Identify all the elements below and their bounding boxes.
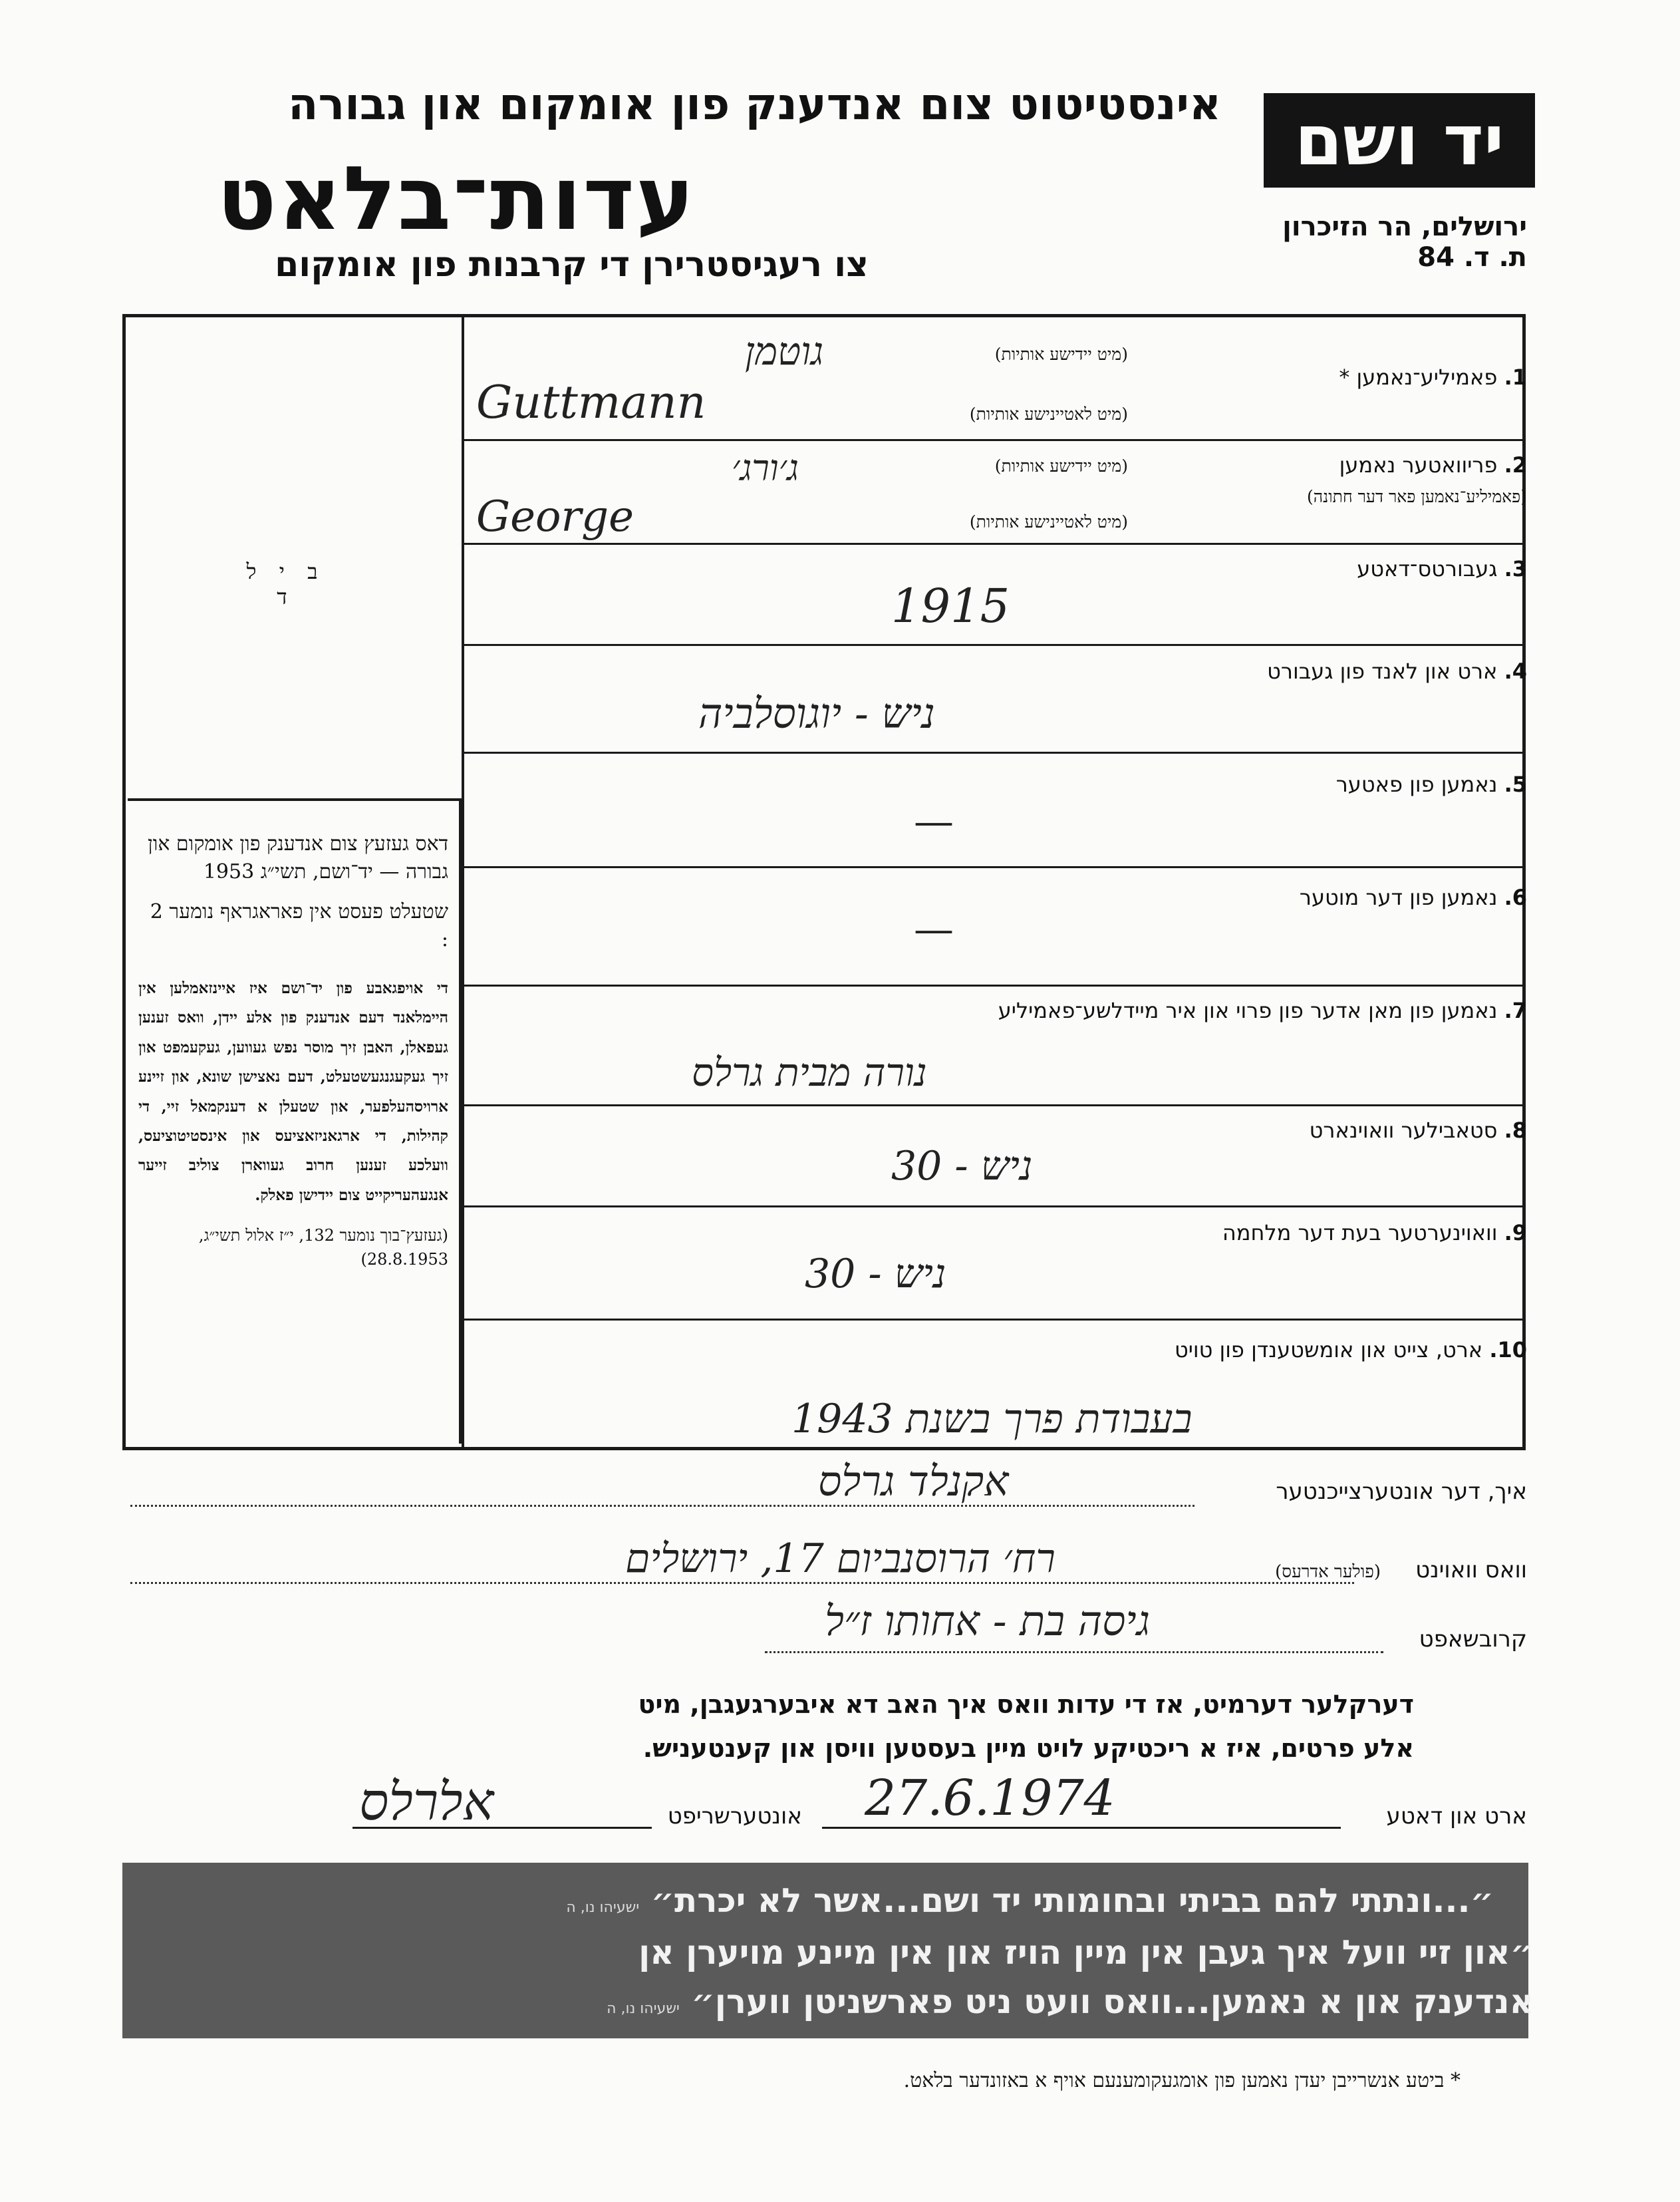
signature-label: אונטערשריפט xyxy=(667,1803,802,1829)
banner-line-1 xyxy=(566,1881,1494,1920)
relation-line xyxy=(765,1651,1383,1653)
field-4-label xyxy=(1267,659,1527,684)
field-4-divider xyxy=(462,752,1526,754)
logo-text: יד ושם xyxy=(1294,100,1504,181)
banner-line-1-text: ״...ונתתי להם בביתי ובחומותי יד ושם...אשר לא יכרת״ xyxy=(650,1881,1494,1920)
field-1-divider xyxy=(462,439,1526,441)
field-2-divider xyxy=(462,543,1526,545)
field-4-text: ארט און לאנד פון געבורט xyxy=(1267,659,1498,684)
field-10-text: ארט, צייט און אומשטענדן פון טויט xyxy=(1174,1337,1483,1362)
date-line xyxy=(822,1827,1341,1829)
law-paragraph-4: (געזעץ־בוך נומער 132, י״ז אלול תשי״ג, 28.8.1953) xyxy=(198,1226,448,1269)
field-5-value: — xyxy=(914,798,954,845)
field-10-number: 10. xyxy=(1489,1337,1527,1362)
informant-address-value: רח׳ הרוסנביום 17, ירושלים xyxy=(625,1535,1055,1582)
field-3-text: געבורטס־דאטע xyxy=(1357,556,1498,581)
relation-value: גיסה בת - אחותו ז״ל xyxy=(825,1597,1151,1645)
footnote: * ביטע אנשרייבן יעדן נאמען פון אומגעקומענעם אויף א באזונדער בלאט. xyxy=(903,2069,1461,2092)
field-8-divider xyxy=(462,1205,1526,1207)
law-paragraph-3: די אויפגאבע פון יד־ושם איז איינזאמלען אין היימלאנד דעם אנדענק פון אלע יידן, וואס זענען געפאלן, האבן זיך מוסר נפש געווען, געקעמפט און זיך געקעגנגעשטעלט, דעם נאצישן שונא, און זיינע ארויסהעלפער, און שטעלן א דענקמאל זיי, די קהילות, די ארגאניזאציעס און אינסטיטוציעס, וועלכע זענען חרוב געווארן צוליב זייער אנגעהעריקייט צום יידישן פאלק. xyxy=(138,979,448,1204)
field-9-divider xyxy=(462,1319,1526,1321)
field-3-label xyxy=(1357,556,1527,581)
field-1-text: פאמיליע־נאמען * xyxy=(1339,365,1498,390)
relation-label: קרובשאפט xyxy=(1419,1626,1527,1652)
address-block xyxy=(1208,212,1527,273)
field-2-text: פריוואטער נאמען xyxy=(1339,452,1498,478)
field-6-number: 6. xyxy=(1504,885,1527,910)
field-6-text: נאמען פון דער מוטער xyxy=(1299,885,1498,910)
law-paragraph-1: דאס געזעץ צום אנדענק פון אומקום און גבורה — יד־ושם, תשי״ג 1953 xyxy=(148,832,448,883)
field-6-divider xyxy=(462,985,1526,987)
column-divider xyxy=(462,314,464,1450)
banner-line-3-text: אנדענק און א נאמען...וואס וועט ניט פארשניטן ווערן״ xyxy=(691,1982,1534,2021)
photo-area-label: ב י ל ד xyxy=(246,559,326,609)
field-1-number: 1. xyxy=(1504,365,1527,390)
informant-name-line xyxy=(130,1505,1194,1507)
field-8-number: 8. xyxy=(1504,1118,1527,1143)
banner-line-1-source: ישעיהו נו, ה xyxy=(566,1899,640,1916)
declaration-line-1: דערקלער דערמיט, אז די עדות וואס איך האב דא איבערגעגבן, מיט xyxy=(638,1690,1414,1719)
field-5-divider xyxy=(462,866,1526,868)
page-title: עדות־בלאט xyxy=(217,148,696,250)
banner-line-3-source: ישעיהו נו, ה xyxy=(607,2000,680,2017)
field-8-label xyxy=(1310,1118,1527,1143)
field-8-text: סטאבילער וואוינארט xyxy=(1309,1118,1498,1143)
date-value: 27.6.1974 xyxy=(865,1770,1115,1827)
informant-address-label: וואס וואוינט xyxy=(1415,1557,1527,1583)
field-10-label xyxy=(1175,1337,1527,1362)
address-line-1: ירושלים, הר הזיכרון xyxy=(1282,212,1527,242)
field-5-number: 5. xyxy=(1504,772,1527,797)
field-4-value: ניש - יוגוסלביה xyxy=(698,689,935,738)
field-1-sub-yiddish: (מיט יידישע אותיות) xyxy=(994,345,1128,364)
yad-vashem-logo xyxy=(1264,93,1535,188)
field-5-label xyxy=(1336,772,1527,797)
field-9-number: 9. xyxy=(1504,1220,1527,1245)
field-9-text: וואוינערטער בעת דער מלחמה xyxy=(1222,1220,1498,1245)
field-1-label xyxy=(1339,365,1527,390)
field-1-value-latin: Guttmann xyxy=(476,377,706,429)
banner-line-3 xyxy=(607,1982,1534,2021)
informant-address-note: (פולער אדרעס) xyxy=(1275,1562,1381,1582)
field-7-divider xyxy=(462,1104,1526,1106)
field-2-note: (פאמיליע־נאמען פאר דער חתונה) xyxy=(1306,487,1527,506)
field-8-value: ניש - 30 xyxy=(891,1143,1033,1189)
field-1-value-yiddish: גוטמן xyxy=(745,329,824,374)
field-7-number: 7. xyxy=(1504,998,1527,1023)
field-7-value: נורה מבית גרלס xyxy=(692,1050,927,1095)
banner-line-2: ״און זיי וועל איך געבן אין מיין הויז און אין מיינע מויערן אן xyxy=(638,1933,1534,1972)
law-paragraph-2: שטעלט פעסט אין פאראגראף נומער 2 : xyxy=(150,900,448,951)
field-9-value: ניש - 30 xyxy=(805,1251,946,1297)
field-10-value: בעבודת פרך בשנת 1943 xyxy=(791,1396,1192,1442)
field-7-label xyxy=(998,998,1527,1023)
law-citation-box xyxy=(128,798,462,1444)
informant-address-line xyxy=(130,1582,1354,1584)
field-4-number: 4. xyxy=(1504,659,1527,684)
declaration-line-2: אלע פרטים, איז א ריכטיקע לויט מיין בעסטען וויסן און קענטעניש. xyxy=(642,1734,1414,1763)
field-3-divider xyxy=(462,644,1526,646)
field-2-value-latin: George xyxy=(476,492,634,542)
signature-value: אלרלס xyxy=(359,1772,494,1832)
field-1-sub-latin: (מיט לאטיינישע אותיות) xyxy=(969,404,1128,424)
field-6-label xyxy=(1300,885,1527,910)
field-2-value-yiddish: ג׳ורג׳ xyxy=(732,447,799,489)
field-3-number: 3. xyxy=(1504,556,1527,581)
field-5-text: נאמען פון פאטער xyxy=(1335,772,1498,797)
address-line-2: ת. ד. 84 xyxy=(1417,242,1527,273)
place-date-label: ארט און דאטע xyxy=(1386,1803,1527,1829)
informant-name-value: אקנלד גרלס xyxy=(818,1457,1009,1505)
field-2-sub-yiddish: (מיט יידישע אותיות) xyxy=(994,456,1128,476)
page-subtitle: צו רעגיסטרירן די קרבנות פון אומקום xyxy=(275,245,869,285)
field-3-value: 1915 xyxy=(891,579,1010,633)
field-7-text: נאמען פון מאן אדער פון פרוי און איר מיידלשע־פאמיליע xyxy=(998,998,1498,1023)
field-2-sub-latin: (מיט לאטיינישע אותיות) xyxy=(969,512,1128,532)
field-9-label xyxy=(1222,1220,1527,1245)
field-2-label xyxy=(1339,452,1527,478)
field-6-value: — xyxy=(914,906,954,953)
informant-name-label: איך, דער אונטערצייכנטער xyxy=(1276,1478,1527,1505)
institute-name: אינסטיטוט צום אנדענק פון אומקום און גבורה xyxy=(288,79,1221,130)
field-2-number: 2. xyxy=(1504,452,1527,478)
